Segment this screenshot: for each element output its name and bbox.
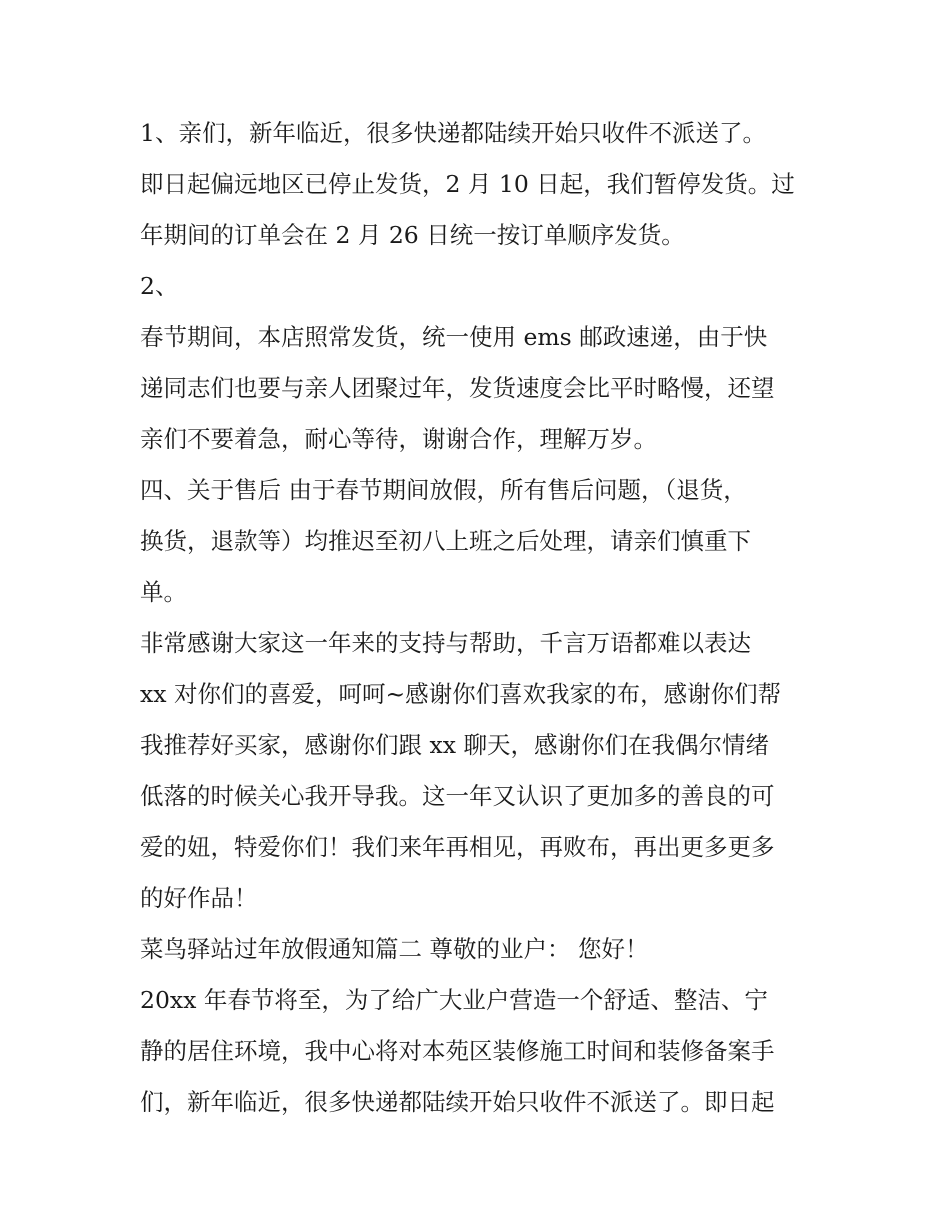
text-line: 我推荐好买家，感谢你们跟 xx 聊天，感谢你们在我偶尔情绪 (140, 731, 769, 759)
text-line: 四、关于售后 由于春节期间放假，所有售后问题，（退货， (140, 476, 747, 504)
text-line: 亲们不要着急，耐心等待，谢谢合作，理解万岁。 (140, 425, 657, 453)
text-line: 20xx 年春节将至，为了给广大业户营造一个舒适、整洁、宁 (140, 986, 768, 1014)
text-line: 2、 (140, 272, 179, 300)
text-line: 静的居住环境，我中心将对本苑区装修施工时间和装修备案手 (140, 1037, 775, 1065)
text-line: 非常感谢大家这一年来的支持与帮助，千言万语都难以表达 (140, 629, 751, 657)
text-line: 低落的时候关心我开导我。这一年又认识了更加多的善良的可 (140, 782, 775, 810)
section-heading: 菜鸟驿站过年放假通知篇二 尊敬的业户： 您好！ (140, 935, 649, 963)
text-line: 年期间的订单会在 2 月 26 日统一按订单顺序发货。 (140, 221, 685, 249)
text-line: 换货，退款等）均推迟至初八上班之后处理，请亲们慎重下 (140, 527, 751, 555)
text-line: xx 对你们的喜爱，呵呵~感谢你们喜欢我家的布，感谢你们帮 (140, 680, 782, 708)
text-line: 1、亲们，新年临近，很多快递都陆续开始只收件不派送了。 (140, 119, 766, 147)
text-line: 的好作品！ (140, 884, 258, 912)
text-line: 爱的妞，特爱你们！我们来年再相见，再败布，再出更多更多 (140, 833, 775, 861)
text-line: 春节期间，本店照常发货，统一使用 ems 邮政速递，由于快 (140, 323, 768, 351)
text-line: 单。 (140, 578, 187, 606)
text-line: 们，新年临近，很多快递都陆续开始只收件不派送了。即日起 (140, 1088, 775, 1116)
document-body (140, 108, 820, 1128)
text-line: 即日起偏远地区已停止发货，2 月 10 日起，我们暂停发货。过 (140, 170, 795, 198)
text-line: 递同志们也要与亲人团聚过年，发货速度会比平时略慢，还望 (140, 374, 775, 402)
